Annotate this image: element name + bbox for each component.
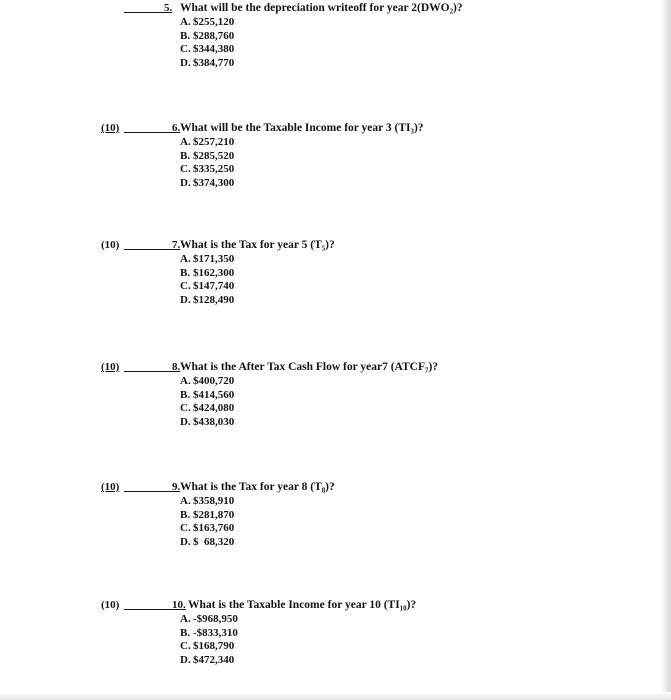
option-c[interactable]: C. $344,380 bbox=[180, 43, 235, 56]
question-text: What is the After Tax Cash Flow for year7 (ATCF₇)? bbox=[180, 361, 439, 373]
option-a[interactable]: A. -$968,950 bbox=[180, 613, 238, 625]
option-c[interactable]: C. $424,080 bbox=[180, 402, 235, 415]
question-number: 6. bbox=[172, 122, 181, 134]
option-c[interactable]: C. $163,760 bbox=[180, 522, 235, 535]
question-6 bbox=[0, 121, 660, 201]
points-label: (10) bbox=[101, 361, 120, 373]
page-edge-shadow bbox=[661, 0, 671, 700]
question-10 bbox=[0, 598, 660, 678]
answer-options bbox=[180, 613, 238, 667]
answer-options bbox=[180, 253, 234, 307]
option-c[interactable]: C. $335,250 bbox=[180, 163, 235, 176]
option-a[interactable]: A. $358,910 bbox=[180, 495, 235, 507]
option-a[interactable]: A. $171,350 bbox=[180, 253, 235, 265]
question-number: 10. bbox=[172, 599, 186, 611]
answer-blank[interactable] bbox=[124, 371, 172, 372]
option-b[interactable]: B. $288,760 bbox=[180, 29, 235, 42]
answer-options bbox=[180, 375, 234, 429]
option-d[interactable]: D. $ 68,320 bbox=[180, 535, 235, 548]
answer-blank[interactable] bbox=[124, 249, 172, 250]
option-b[interactable]: B. $162,300 bbox=[180, 266, 235, 279]
question-7 bbox=[0, 238, 660, 318]
points-label: (10) bbox=[101, 122, 120, 134]
points-label: (10) bbox=[101, 599, 120, 611]
question-text: What will be the depreciation writeoff for year 2(DWO₂)? bbox=[180, 2, 463, 14]
question-number: 9. bbox=[172, 481, 181, 493]
answer-blank[interactable] bbox=[124, 609, 172, 610]
option-d[interactable]: D. $128,490 bbox=[180, 293, 235, 306]
option-c[interactable]: C. $168,790 bbox=[180, 640, 235, 653]
option-c[interactable]: C. $147,740 bbox=[180, 280, 235, 293]
question-8 bbox=[0, 360, 660, 440]
question-text: What is the Tax for year 8 (T₈)? bbox=[180, 481, 335, 493]
question-number: 5. bbox=[164, 2, 173, 14]
option-a[interactable]: A. $257,210 bbox=[180, 136, 235, 148]
option-d[interactable]: D. $472,340 bbox=[180, 653, 235, 666]
option-a[interactable]: A. $255,120 bbox=[180, 16, 235, 28]
question-9 bbox=[0, 480, 660, 560]
answer-options bbox=[180, 16, 234, 70]
answer-options bbox=[180, 136, 234, 190]
points-label: (10) bbox=[101, 239, 120, 251]
answer-blank[interactable] bbox=[124, 491, 172, 492]
option-b[interactable]: B. $285,520 bbox=[180, 149, 235, 162]
question-number: 7. bbox=[172, 239, 181, 251]
page-bottom-shadow bbox=[0, 692, 671, 700]
question-text: What is the Taxable Income for year 10 (TI₁₀)? bbox=[188, 599, 417, 611]
answer-blank[interactable] bbox=[124, 132, 172, 133]
option-b[interactable]: B. $414,560 bbox=[180, 388, 235, 401]
answer-options bbox=[180, 495, 234, 549]
question-number: 8. bbox=[172, 361, 181, 373]
option-d[interactable]: D. $384,770 bbox=[180, 56, 235, 69]
points-label: (10) bbox=[101, 481, 120, 493]
option-b[interactable]: B. -$833,310 bbox=[180, 626, 238, 639]
question-5 bbox=[0, 1, 660, 81]
option-a[interactable]: A. $400,720 bbox=[180, 375, 235, 387]
option-d[interactable]: D. $438,030 bbox=[180, 415, 235, 428]
option-d[interactable]: D. $374,300 bbox=[180, 176, 235, 189]
option-b[interactable]: B. $281,870 bbox=[180, 508, 235, 521]
answer-blank[interactable] bbox=[124, 12, 164, 13]
question-text: What will be the Taxable Income for year 3 (TI₃)? bbox=[180, 122, 424, 134]
question-text: What is the Tax for year 5 (T₅)? bbox=[180, 239, 335, 251]
